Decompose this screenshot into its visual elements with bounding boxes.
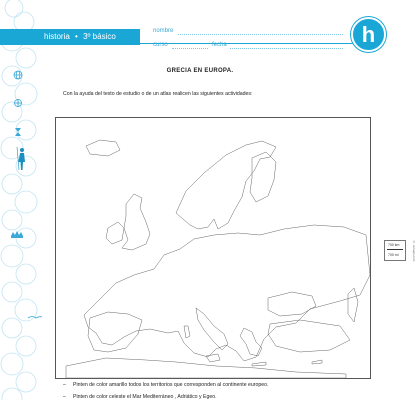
activity-bullet: – — [63, 382, 66, 388]
activity-text: Pinten de color amarillo todos los territorios que corresponden al continente europeo. — [73, 382, 269, 388]
date-field[interactable] — [230, 48, 343, 49]
europe-outline-map — [56, 118, 370, 378]
map-scale — [384, 240, 406, 261]
subject-label: historia — [44, 32, 70, 41]
course-field[interactable] — [172, 48, 208, 49]
separator-dot: • — [75, 32, 78, 41]
name-label: nombre — [153, 28, 174, 34]
activity-item — [63, 382, 269, 388]
scale-bar — [387, 249, 403, 250]
scale-km: 700 km — [388, 243, 400, 247]
course-label: curso — [153, 42, 168, 48]
historical-figure-icon — [17, 147, 25, 170]
instructions-text: Con la ayuda del texto de estudio o de un atlas realicen las siguientes actividades: — [63, 91, 253, 97]
crown-icon — [11, 231, 23, 238]
activity-item — [63, 394, 217, 400]
activity-bullet: – — [63, 394, 66, 400]
name-field[interactable] — [178, 34, 343, 35]
header-divider — [140, 43, 375, 44]
europe-map — [55, 117, 416, 379]
activity-text: Pinten de color celeste el Mar Mediterráneo , Adriático y Egeo. — [73, 394, 217, 400]
decorative-left-border — [0, 0, 45, 400]
subject-grade-label — [44, 30, 116, 44]
scale-mi: 700 mi — [388, 253, 399, 257]
map-copyright: © d-maps.com — [412, 240, 416, 262]
date-label: fecha — [212, 42, 227, 48]
logo: h — [351, 17, 386, 52]
compass-icon — [14, 99, 22, 107]
grade-label: 3º básico — [83, 32, 116, 41]
document-title: GRECIA EN EUROPA. — [166, 68, 234, 74]
